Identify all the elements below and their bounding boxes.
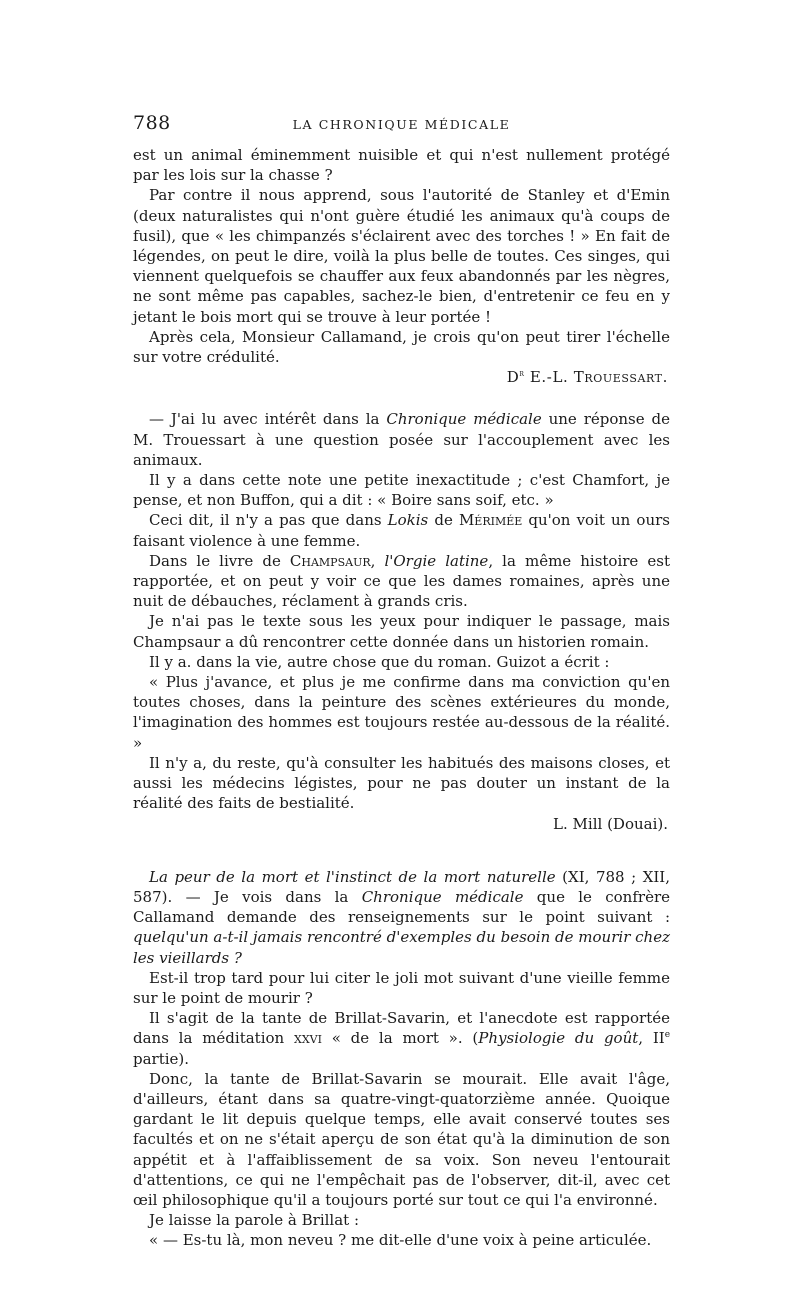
paragraph: Dans le livre de Champsaur, l'Orgie latine, la même histoire est rapportée, et on peut y voir ce que les dames romaines, après une nuit de débauches, réclament à grands cris. bbox=[133, 551, 670, 611]
paragraph: Il y a dans cette note une petite inexactitude ; c'est Chamfort, je pense, et non Buffon, qui a dit : « Boire sans soif, etc. » bbox=[133, 471, 670, 510]
paragraph: est un animal éminemment nuisible et qui n'est nullement protégé par les lois sur la chasse ? bbox=[133, 146, 670, 185]
paragraph: Je n'ai pas le texte sous les yeux pour indiquer le passage, mais Champsaur a dû rencontrer cette donnée dans un historien romain. bbox=[133, 612, 670, 651]
page-number: 788 bbox=[133, 112, 171, 134]
paragraph: Donc, la tante de Brillat-Savarin se mourait. Elle avait l'âge, d'ailleurs, étant dans sa quatre-vingt-quatorzième année. Quoique gardant le lit depuis quelque temps, elle avait conservé toutes ses facultés et on ne s'était aperçu de son état qu'à la diminution de son appétit et à l'affaiblissement de sa voix. Son neveu l'entourait d'attentions, ce qui ne l'empêchait pas de l'observer, dit-il, avec cet œil philosophique qu'il a toujours porté sur tout ce qui l'a environné. bbox=[133, 1069, 670, 1209]
paragraph: « — Es-tu là, mon neveu ? me dit-elle d'une voix à peine articulée. bbox=[149, 1231, 652, 1250]
signature: $D^r$ E.-L. Trouessart. bbox=[506, 368, 668, 387]
paragraph: « Plus j'avance, et plus je me confirme dans ma conviction qu'en toutes choses, dans la peinture des scènes extérieures du monde, l'imagination des hommes est toujours restée au-dessous de la réalité. » bbox=[133, 673, 670, 752]
paragraph: Il s'agit de la tante de Brillat-Savarin, et l'anecdote est rapportée dans la méditation xxvi « de la mort ». (Physiologie du goût, IIe partie). bbox=[133, 1009, 671, 1068]
paragraph: — J'ai lu avec intérêt dans la Chronique médicale une réponse de M. Trouessart à une question posée sur l'accouplement avec les animaux. bbox=[133, 410, 670, 469]
page-header bbox=[133, 112, 670, 138]
paragraph: Est-il trop tard pour lui citer le joli mot suivant d'une vieille femme sur le point de mourir ? bbox=[133, 968, 670, 1007]
section-spacer bbox=[133, 387, 670, 409]
paragraph: Ceci dit, il n'y a pas que dans Lokis de Mérimée qu'on voit un ours faisant violence à une femme. bbox=[133, 511, 670, 550]
paragraph: Il y a. dans la vie, autre chose que du roman. Guizot a écrit : bbox=[149, 652, 610, 671]
paragraph: Après cela, Monsieur Callamand, je crois qu'on peut tirer l'échelle sur votre crédulité. bbox=[133, 327, 670, 367]
signature: L. Mill (Douai). bbox=[553, 814, 668, 833]
paragraph: Par contre il nous apprend, sous l'autorité de Stanley et d'Emin (deux naturalistes qui n'ont guère étudié les animaux qu'à coups de fusil), que « les chimpanzés s'éclairent avec des torches ! » En fait de légendes, on peut le dire, voilà la plus belle de toutes. Ces singes, qui viennent quelquefois se chauffer aux feux abandonnés par les nègres, ne sont même pas capables, sachez-le bien, d'entretenir ce feu en y jetant le bois mort qui se trouve à leur portée ! bbox=[133, 186, 670, 326]
section-spacer bbox=[133, 834, 670, 867]
paragraph: Il n'y a, du reste, qu'à consulter les habitués des maisons closes, et aussi les médecins légistes, pour ne pas douter un instant de la réalité des faits de bestialité. bbox=[133, 753, 670, 813]
paragraph: Je laisse la parole à Brillat : bbox=[149, 1211, 360, 1230]
running-title: LA CHRONIQUE MÉDICALE bbox=[292, 117, 511, 132]
page-body bbox=[133, 145, 670, 1251]
paragraph: La peur de la mort et l'instinct de la mort naturelle (XI, 788 ; XII, 587). — Je vois dans la Chronique médicale que le confrère Callamand demande des renseignements sur le point suivant : quelqu'un a-t-il jamais rencontré d'exemples du besoin de mourir chez les vieillards ? bbox=[133, 867, 670, 967]
